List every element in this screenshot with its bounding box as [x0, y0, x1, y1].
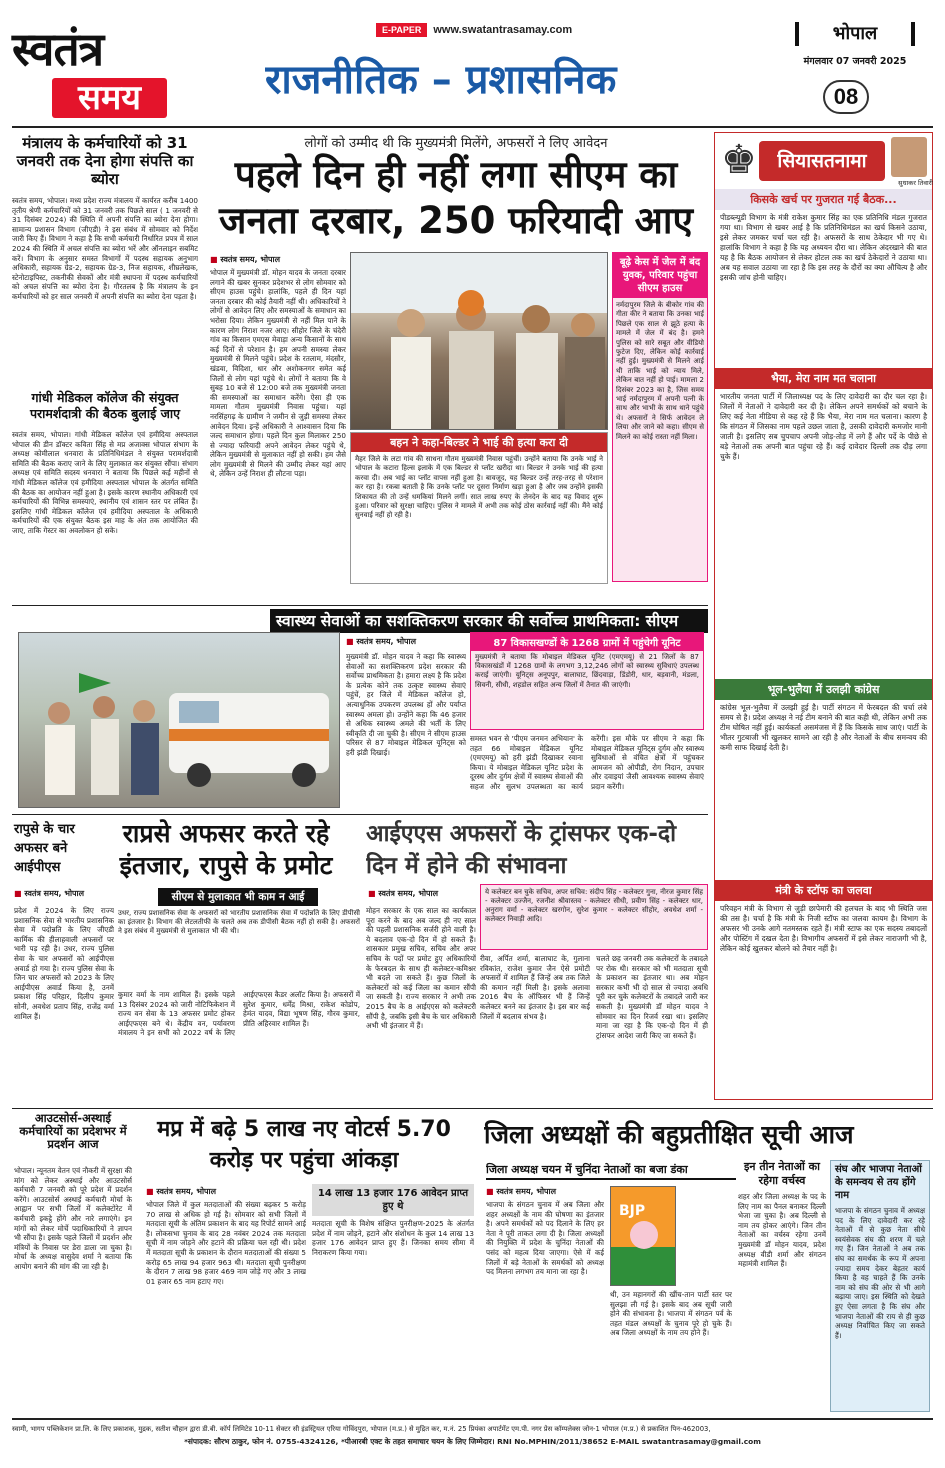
chess-king-icon: ♚ — [721, 137, 757, 183]
lead-side-headline: बूढ़े केस में जेल में बंद युवक, परिवार पहुंचा सीएम हाउस — [613, 253, 707, 298]
rapuse-box-body: उधर, राज्य प्रशासनिक सेवा के अफसरों को भारतीय प्रशासनिक सेवा में पदोन्नति के लिए डीपीसी का इंतजार है। विभाग की लेटलतीफी के चलते अब तक डीपीसी बैठक नहीं हो सकी है। अफसरों ने इस संबंध में मुख्यमंत्री से मुलाकात भी की थी। — [118, 909, 360, 936]
ias-list-box — [480, 884, 708, 950]
district-byline: ■ स्वतंत्र समय, भोपाल — [486, 1187, 557, 1196]
voters-box — [312, 1184, 474, 1348]
lead-body: भोपाल में मुख्यमंत्री डॉ. मोहन यादव के जनता दरबार लगाने की खबर सुनकर प्रदेशभर से लोग सोमवार को सीएम हाउस पहुंचे। हालांकि, पहले ही दिन यहां जनता दरबार की कोई तैयारी नहीं थी। अधिकारियों ने लोगों से आवेदन लिए और समस्याओं के समाधान का भरोसा दिया। लेकिन मुख्यमंत्री से नहीं मिल पाने के कारण लोग निराश नजर आए। सीहोर जिले के चंदेरी गांव का किसान एमएस मेवाड़ा अन्य किसानों के साथ कई दिनों से परेशान है। हम अपनी समस्या लेकर मुख्यमंत्री से मिलने पहुंचे। प्रदेश के रतलाम, मंदसौर, खंडवा, विदिशा, धार और अशोकनगर समेत कई जिलों से लोग यहां पहुंचे थे। लोगों ने बताया कि वे सुबह 10 बजे से 12:00 बजे तक मुख्यमंत्री जनता की समस्याओं का समाधान करेंगे। ऐसा ही एक मामला गौतम मुख्यमंत्री निवास पहुंचा। यहां नरसिंहगढ़ के ग्रामीण ने जमीन से जुड़ी समस्या लेकर आवेदन दिया। इन्हें अधिकारी ने आश्वासन दिया कि जल्द समाधान होगा। पहले दिन कुल मिलाकर 250 से ज्यादा फरियादी अपने आवेदन लेकर पहुंचे थे, लेकिन मुख्यमंत्री से मुलाकात नहीं हो सकी। हम जैसे लोग मुख्यमंत्री से मिलने की उम्मीद लेकर यहां आए थे, लेकिन उन्हें निराश ही लौटना पड़ा। — [210, 268, 346, 479]
health-body: मुख्यमंत्री डॉ. मोहन यादव ने कहा कि स्वास्थ्य सेवाओं का सशक्तिकरण प्रदेश सरकार की सर्वोच्च प्राथमिकता है। हमारा लक्ष्य है कि प्रदेश के प्रत्येक कोने तक उत्कृष्ट स्वास्थ्य सेवाएं पहुंचें, हर जिले में मेडिकल कॉलेज हो, अत्याधुनिक उपकरण उपलब्ध हों और पर्याप्त स्वास्थ्य अमला हो। उन्होंने कहा कि 46 हजार से अधिक स्वास्थ्य अमले की भर्ती के लिए स्वीकृति दी जा चुकी है। सीएम ने सीएम हाउस परिसर से 87 मोबाइल मेडिकल यूनिट्स को हरी झंडी दिखाई। — [346, 652, 466, 757]
lead-kicker: लोगों को उम्मीद थी कि मुख्यमंत्री मिलेंगे, अफसरों ने लिए आवेदन — [304, 136, 608, 151]
district-body: भाजपा के संगठन चुनाव में अब जिला और शहर अध्यक्षों के नाम की घोषणा का इंतजार है। अपने समर्थकों को पद दिलाने के लिए हर नेता ने पूरी ताकत लगा दी है। जिला अध्यक्षों की नियुक्ति में प्रदेश के चुनिंदा नेताओं की पसंद को महत्व दिया जाएगा। ऐसे में कई जिलों में बड़े नेताओं के समर्थकों को अध्यक्ष पद मिलना लगभग तय माना जा रहा है। — [486, 1200, 604, 1277]
health-rule — [12, 605, 708, 606]
ias-list: ये कलेक्टर बन चुके सचिव, अपर सचिव: संदीप सिंह - कलेक्टर गुना, नीरज कुमार सिंह - कलेक्टर उज्जैन, रजनीश श्रीवास्तव - कलेक्टर सीधी, प्रवीण सिंह - कलेक्टर धार, अनुराग वर्मा - कलेक्टर खरगोन, सुरेश कुमार - कलेक्टर सीहोर, अवधेश शर्मा - कलेक्टर निवाड़ी आदि। — [485, 888, 703, 923]
epaper-label: E-PAPER — [376, 23, 427, 37]
lead-box — [350, 432, 608, 584]
rapuse-box — [118, 888, 360, 988]
district-subhead: जिला अध्यक्ष चयन में चुनिंदा नेताओं का बजा डंका — [486, 1160, 736, 1180]
voters-headline: मप्र में बढ़े 5 लाख नए वोटर्स 5.70 करोड़ पर पहुंचा आंकड़ा — [157, 1117, 451, 1173]
left-story-2 — [12, 390, 198, 615]
lead-byline-text: स्वतंत्र समय, भोपाल — [220, 255, 281, 264]
sidebar-item-2 — [715, 368, 932, 679]
health-headline — [270, 609, 708, 633]
rapuse-body-1: प्रदेश में 2024 के लिए राज्य प्रशासनिक सेवा से भारतीय प्रशासनिक सेवा में पदोन्नति के लिए जीएडी कार्मिक की हीलाहवाली अफसरों पर भारी पड़ रही है। उधर, राज्य पुलिस सेवा के चार अफसरों को आईपीएस अवार्ड हो गया है। राज्य पुलिस सेवा के जिन चार अफसरों को 2023 के लिए आईपीएस अवार्ड किया है, उनमें प्रकाश सिंह परिहार, दिलीप कुमार सोनी, अवधेश प्रताप सिंह, राजेंद्र वर्मा शामिल हैं। — [14, 906, 114, 1021]
health-byline-text: स्वतंत्र समय, भोपाल — [356, 637, 417, 646]
rapuse-side-headline: रापुसे के चार अफसर बने आईपीएस — [14, 822, 75, 875]
left-story-1-headline: मंत्रालय के कर्मचारियों को 31 जनवरी तक देना होगा संपत्ति का ब्योरा — [16, 134, 194, 188]
sidebar-header — [715, 133, 932, 189]
district-side-2-body: भाजपा के संगठन चुनाव में अध्यक्ष पद के लिए दावेदारी कर रहे नेताओं में से कुछ नेता सीधे स्वयंसेवक संघ की शरण में चले गए हैं। जिन नेताओं ने अब तक संघ का समर्थक के रूप में अपना ज्यादा समय देकर बेहतर कार्य किया है वह चाहते हैं कि उनके नाम को संघ की ओर से भी आगे बढ़ाया जाए। इस स्थिति को देखते हुए ऐसा लगता है कि संघ और भाजपा नेताओं की राय से ही कुछ अध्यक्ष निर्वाचित किए जा सकते हैं। — [835, 1206, 925, 1340]
sidebar-item-1-headline: किसके खर्च पर गुजरात गई बैठक... — [715, 189, 932, 210]
rapuse-rule — [12, 814, 708, 815]
district-photo — [610, 1186, 676, 1286]
epaper-bar — [376, 22, 572, 38]
lead-photo — [350, 252, 608, 430]
left-story-1 — [12, 134, 198, 384]
city: भोपाल — [795, 22, 915, 46]
logo — [12, 22, 167, 122]
sidebar — [714, 132, 933, 1100]
rapuse-body-2: कुमार वर्मा के नाम शामिल हैं। इसके पहले 13 दिसंबर 2024 को जारी नोटिफिकेशन में राज्य वन सेवा के 13 अफसर प्रमोट होकर आईएफएस बने थे। केंद्रीय वन, पर्यावरण मंत्रालय ने इन सभी को 2022 वर्ष के लिए आईएफएस कैडर अलॉट किया है। अफसरों में सुरेश कुमार, धर्मेंद्र मिश्रा, राकेश कोडोप, हेमंत यादव, विद्या भूषण सिंह, गौरव कुमार, प्रीति अहिरवार शामिल हैं। — [118, 990, 360, 1038]
website-link[interactable]: www.swatantrasamay.com — [433, 24, 573, 36]
rapuse-box-headline: सीएम से मुलाकात भी काम न आई — [158, 888, 318, 906]
sidebar-item-4-body: परिवहन मंत्री के विभाग से जुड़ी छापेमारी की हलचल के बाद भी स्थिति जस की तस है। चर्चा है कि मंत्री के निजी स्टॉफ का जलवा कायम है। विभाग के अफसर भी उनके आगे नतमस्तक रहते हैं। मंत्री स्टाफ का एक सदस्य तबादलों और पोस्टिंग में दखल देता है। विभागीय अफसरों में इसे लेकर नाराजगी भी है, लेकिन कोई खुलकर बोलने को तैयार नहीं है। — [720, 904, 927, 953]
ias-body-2: रीवा, अर्पित शर्मा, बालाघाट के, गुलाना रविकांत, राजेश कुमार जैन ऐसे प्रमोटी अफसरों में शामिल हैं जिन्हें अब तक जिले की कमान नहीं मिली है। इसके अलावा 2016 बैच के ऑफिसर भी हैं जिन्हें कलेक्टर बनने का इंतजार है। इस बार कई जिलों में बदलाव संभव है। — [480, 954, 590, 1021]
district-side-2 — [830, 1160, 930, 1412]
health-pink-box — [470, 632, 704, 730]
sidebar-item-1-body: पीडब्ल्यूडी विभाग के मंत्री राकेश कुमार सिंह का एक प्रतिनिधि मंडल गुजरात गया था। विभाग से खबर आई है कि प्रतिनिधिमंडल का खर्च किसने उठाया, इसे लेकर जमकर चर्चा चल रही है। अफसरों के साथ ठेकेदार भी गए थे। हालांकि विभाग ने कहा है कि यह अध्ययन दौरा था। लेकिन अंदरखाने की बात यह है कि बैठक आयोजन से लेकर होटल तक का खर्च ठेकेदारों ने उठाया था। अब यह सवाल उठाया जा रहा है कि इस तरह के दौरों का क्या औचित्य है और इसकी जांच होनी चाहिए। — [720, 213, 927, 282]
lead-box-body: मैहर जिले के लटा गांव की साधना गौतम मुख्यमंत्री निवास पहुंचीं। उन्होंने बताया कि उनके भाई ने भोपाल के कटारा हिल्स इलाके में एक बिल्डर से प्लॉट खरीदा था। बिल्डर ने उनके भाई की हत्या करवा दी। अब भाई का प्लॉट वापस नहीं हुआ है। बावजूद, यह बिल्डर उन्हें तरह-तरह से परेशान कर रहा है। रकबा बताती है कि उनके प्लॉट पर दूसरा निर्माण खड़ा हुआ है और जब उन्होंने इसकी शिकायत की तो उन्हें धमकियां मिलने लगीं। सात लाख रुपए के लेनदेन के बाद यह विवाद शुरू हुआ। परिवार को सुरक्षा चाहिए। पुलिस ने मामले में अभी तक कोई ठोस कार्रवाई नहीं की। मैंने कोई सुनवाई नहीं हो रही है। — [355, 455, 603, 520]
sidebar-item-1 — [715, 189, 932, 368]
voters-box-body: मतदाता सूची के विशेष संक्षिप्त पुनरीक्षण-2025 के अंतर्गत प्रदेश में नाम जोड़ने, हटाने और संशोधन के कुल 14 लाख 13 हजार 176 आवेदन प्राप्त हुए हैं। जिनका समय सीमा में निराकरण किया गया। — [312, 1219, 474, 1257]
rapuse-byline: ■ स्वतंत्र समय, भोपाल — [14, 889, 85, 898]
sidebar-item-4 — [715, 880, 932, 1101]
lead-byline: ■ स्वतंत्र समय, भोपाल — [210, 255, 281, 264]
health-headline-text: स्वास्थ्य सेवाओं का सशक्तिकरण सरकार की सर्वोच्च प्राथमिकता: सीएम — [276, 612, 679, 630]
footer-rule — [12, 1418, 933, 1420]
lead-side-body: नर्मदापुरम जिले के बीकोर गांव की गीता कीर ने बताया कि उनका भाई पिछले एक साल से झूठे हत्या के मामले में जेल में बंद है। हमने पुलिस को सारे सबूत और वीडियो फुटेज दिए, लेकिन कोई कार्रवाई नहीं हुई। मुख्यमंत्री से मिलने आई थी ताकि भाई को न्याय मिले, लेकिन बात नहीं हो पाई। मामला 2 दिसंबर 2023 का है, जिस समय भाई नर्मदापुरम में अपनी पत्नी के साथ और भाभी के साथ थाने पहुंचे थे। अफसरों ने सिर्फ आवेदन ले लिया और जाने को कहा। सीएम से मिलने का कोई रास्ता नहीं मिला। — [616, 301, 704, 441]
rapuse-headline: राप्रसे अफसर करते रहे इंतजार, रापुसे के प्रमोट — [119, 819, 333, 880]
left-story-1-body: स्वतंत्र समय, भोपाल। मध्य प्रदेश राज्य मंत्रालय में कार्यरत करीब 1400 तृतीय श्रेणी कर्मचारियों को 31 जनवरी तक पिछले साल ( 1 जनवरी से 31 दिसंबर 2024) की स्थिति में अपनी संपत्ति का ब्योरा देना होगा। सामान्य प्रशासन विभाग (जीएडी) ने इस संबंध में सोमवार को निर्देश जारी किए हैं। विभाग ने कहा है कि सभी कर्मचारी निर्धारित प्रपत्र में साल 2024 की स्थिति में अचल संपत्ति का ब्योरा भरें और ऑनलाइन सबमिट करें। विभाग के अनुसार समस्त विभागों में पदस्थ सहायक अनुभाग अधिकारी, सहायक ग्रेड-2, सहायक ग्रेड-3, निज सहायक, शीघ्रलेखक, स्टेनोटाइपिस्ट, तकनीकी सेवकों और मंत्री स्थापना में पदस्थ कर्मचारियों को अचल संपत्ति का ब्योरा देना है। गौरतलब है कि मंत्रालय के इन कर्मचारियों को हर साल जनवरी में अपनी संपत्ति का ब्योरा देना पड़ता है। — [12, 196, 198, 301]
svg-text:BJP: BJP — [619, 1203, 646, 1219]
ias-body-3: चलते छह जनवरी तक कलेक्टरों के तबादले पर रोक थी। सरकार को भी मतदाता सूची के प्रकाशन का इंतजार था। अब मोहन सरकार कभी भी दो साल से ज्यादा अवधि पूरी कर चुके कलेक्टरों के तबादले जारी कर सकती है। मुख्यमंत्री डॉ मोहन यादव ने सोमवार का दिन रिजर्व रखा था। इसलिए माना जा रहा है कि एक-दो दिन में ही ट्रांसफर आदेश जारी किए जा सकते हैं। — [596, 954, 708, 1040]
ias-headline: आईएएस अफसरों के ट्रांसफर एक-दो दिन में होने की संभावना — [366, 821, 677, 879]
sidebar-title: सियासतनामा — [759, 141, 885, 181]
sidebar-item-4-headline: मंत्री के स्टॉफ का जलवा — [715, 880, 932, 901]
logo-line2: समय — [77, 78, 142, 118]
city-block — [795, 22, 915, 67]
district-side-1-headline: इन तीन नेताओं का रहेगा वर्चस्व — [744, 1160, 820, 1187]
voters-byline-text: स्वतंत्र समय, भोपाल — [156, 1187, 217, 1196]
district-headline: जिला अध्यक्षों की बहुप्रतीक्षित सूची आज — [484, 1120, 854, 1149]
district-side-1-body: शहर और जिला अध्यक्ष के पद के लिए नाम का पैनल बनाकर दिल्ली भेजा जा चुका है। अब दिल्ली से नाम तय होकर आएंगे। जिन तीन नेताओं का वर्चस्व रहेगा उनमें मुख्यमंत्री डॉ मोहन यादव, प्रदेश अध्यक्ष वीडी शर्मा और संगठन महामंत्री शामिल हैं। — [738, 1192, 826, 1269]
district-byline-text: स्वतंत्र समय, भोपाल — [496, 1187, 557, 1196]
voters-byline: ■ स्वतंत्र समय, भोपाल — [146, 1187, 217, 1196]
lead-box-headline: बहन ने कहा-बिल्डर ने भाई की हत्या करा दी — [351, 433, 607, 452]
voters-side-headline: आउटसोर्स-अस्थाई कर्मचारियों का प्रदेशभर में प्रदर्शन आज — [19, 1111, 127, 1151]
voters-box-headline: 14 लाख 13 हजार 176 आवेदन प्राप्त हुए थे — [312, 1184, 474, 1216]
rapuse-byline-text: स्वतंत्र समय, भोपाल — [24, 889, 85, 898]
health-byline: ■ स्वतंत्र समय, भोपाल — [346, 637, 417, 646]
section-title: राजनीतिक – प्रशासनिक — [265, 57, 617, 103]
voters-rule — [12, 1108, 933, 1109]
voters-body: भोपाल जिले में कुल मतदाताओं की संख्या बढ़कर 5 करोड़ 70 लाख से अधिक हो गई है। सोमवार को सभी जिलों में मतदाता सूची के अंतिम प्रकाशन के बाद यह रिपोर्ट सामने आई है। लोकसभा चुनाव के बाद 28 नवंबर 2024 तक मतदाता सूची में नाम जोड़ने और हटाने की प्रक्रिया चल रही थी। प्रदेश में मतदाता सूची के प्रकाशन के दौरान मतदाताओं की संख्या 5 करोड़ 65 लाख 94 हजार 963 थी। मतदाता सूची पुनरीक्षण के दौरान 7 लाख 98 हजार 469 नाम जोड़े गए और 3 लाख 01 हजार 65 नाम हटाए गए। — [146, 1200, 306, 1286]
district-side-2-headline: संघ और भाजपा नेताओं के समन्वय से तय होंगे नाम — [835, 1164, 922, 1201]
health-pink-body: मुख्यमंत्री ने बताया कि मोबाइल मेडिकल यूनिट (एमएमयू) से 21 जिलों के 87 विकासखंडों में 1268 ग्रामों के लगभग 3,12,246 लोगों को स्वास्थ्य सुविधाएं उपलब्ध कराई जाएंगी। यूनिट्स अनूपपुर, बालाघाट, छिंदवाड़ा, डिंडोरी, धार, बड़वानी, मंडला, सिवनी, सीधी, शहडोल सहित अन्य जिलों में तैनात की जाएंगी। — [475, 653, 699, 689]
left-story-2-body: स्वतंत्र समय, भोपाल। गांधी मेडिकल कॉलेज एवं हमीदिया अस्पताल भोपाल की डीन डॉक्टर कविता सिंह से मप्र अजाक्स भोपाल संभाग के अध्यक्ष कोमीलाल धनवारा के प्रतिनिधिमंडल ने संयुक्त परामर्शदात्री समिति की बैठक कराए जाने के लिए मुलाकात कर संयुक्त सौंपा। संभाग अध्यक्ष एवं समिति सदस्य धनवारा ने बताया कि पिछले कई महीनों से गांधी मेडिकल कॉलेज एवं हमीदिया अस्पताल भोपाल के अंतर्गत समिति की बैठक का आयोजन नहीं हुआ है। इसके कारण स्थानीय अधिकारी एवं कर्मचारियों की विभिन्न समस्याएं, स्थानीय एवं शासन स्तर पर लंबित हैं। इसलिए गांधी मेडिकल कॉलेज एवं हमीदिया अस्पताल के अधिकारी कर्मचारियों की एक संयुक्त बैठक इस माह के अंत तक आयोजित की जाए, ताकि गेस्टर का अवलोकन हो सके। — [12, 430, 198, 535]
district-body-2: थी, उन महानगरों की खींच-तान पार्टी स्तर पर सुलझा ली गई है। इसके बाद अब सूची जारी होने की संभावना है। भाजपा में संगठन पर्व के तहत मंडल अध्यक्षों के चुनाव पूरे हो चुके हैं। अब जिला अध्यक्षों के नाम तय होने हैं। — [610, 1290, 732, 1338]
logo-line1: स्वतंत्र — [12, 22, 104, 76]
page-number: 08 — [823, 80, 869, 114]
sidebar-item-2-headline: भैया, मेरा नाम मत चलाना — [715, 368, 932, 389]
issue-date: मंगलवार 07 जनवरी 2025 — [803, 56, 907, 67]
lead-headline: पहले दिन ही नहीं लगा सीएम का जनता दरबार, 250 फरियादी आए — [219, 153, 693, 242]
sidebar-item-3 — [715, 679, 932, 880]
sidebar-item-3-body: कांग्रेस भूल-भुलैया में उलझी हुई है। पार्टी संगठन में फेरबदल की चर्चा लंबे समय से है। प्रदेश अध्यक्ष ने नई टीम बनाने की बात कही थी, लेकिन अभी तक टीम घोषित नहीं हुई। कार्यकर्ता असमंजस में हैं कि किसके साथ जाएं। पार्टी के भीतर गुटबाजी भी खुलकर सामने आ रही है और नेताओं के बीच समन्वय की कमी साफ दिखाई देती है। — [720, 703, 927, 752]
columnist-avatar — [891, 137, 927, 177]
sidebar-item-2-body: भारतीय जनता पार्टी में जिलाध्यक्ष पद के लिए दावेदारी का दौर चल रहा है। जिलों में नेताओं ने दावेदारी कर दी है। लेकिन अपने समर्थकों को बचाने के लिए कई नेता मीडिया से कह रहे हैं कि भैया, मेरा नाम मत चलाना। कारण है कि संगठन में जिसका नाम पहले उछल जाता है, उसकी दावेदारी कमजोर मानी जाती है। इसलिए सब चुपचाप अपनी जोड़-तोड़ में लगे हैं और पर्दे के पीछे से बड़े नेताओं तक अपनी बात पहुंचा रहे हैं। कई दावेदार दिल्ली तक दौड़ लगा चुके हैं। — [720, 392, 927, 461]
bjp-flag-icon — [611, 1187, 676, 1286]
district-side-1 — [738, 1160, 826, 1412]
ias-body-1: मोहन सरकार के एक साल का कार्यकाल पूरा करने के बाद अब जल्द ही नए साल की पहली प्रशासनिक सर्जरी होने वाली है। ये बदलाव एक-दो दिन में हो सकते हैं। शासकार प्रमुख सचिव, सचिव और अपर सचिव के पदों पर प्रमोट हुए अधिकारियों के फेरबदल के साथ ही कलेक्टर-कमिश्नर भी बदले जा सकते हैं। कुछ जिलों के कलेक्टरों को कई जिला का कमान सौंपी जा सकती है। राज्य सरकार ने अभी तक 2015 बैच के 8 आईएएस को कलेक्टरी सौंपी है, जबकि इसी बैच के चार अधिकारी अभी भी इंतजार में हैं। — [366, 906, 476, 1031]
footer-contact: *संपादक: सौरभ ठाकुर, फोन नं. 0755-4324126, *पीआरबी एक्ट के तहत समाचार चयन के लिए जिम्मेदार। RNI No.MPHIN/2011/38652 E-MAIL swatantrasamay@gmail.com — [184, 1437, 761, 1446]
ias-byline: ■ स्वतंत्र समय, भोपाल — [368, 889, 439, 898]
footer-imprint: स्वामी, भागप पब्लिकेशन प्रा.लि. के लिए प्रकाशक, मुद्रक, सतीश चौहान द्वारा डी.बी. कॉर्प लिमिटेड 10-11 सेक्टर सी इंडस्ट्रियल एरिया गोविंदपुरा, भोपाल (म.प्र.) से मुद्रित कर, म.नं. 25 प्रियंका अपार्टमेंट एम.पी. नगर प्रेस कॉम्पलेक्स जोन-1 भोपाल (म.प्र.) से प्रकाशित पिन-462003, — [12, 1425, 711, 1433]
masthead-rule — [12, 126, 933, 128]
left-story-2-headline: गांधी मेडिकल कॉलेज की संयुक्त परामर्शदात्री की बैठक बुलाई जाए — [29, 390, 181, 421]
logo-band — [52, 78, 167, 118]
health-body-2: समस्त भवन से 'पीएम जनमन अभियान' के तहत 66 मोबाइल मेडिकल यूनिट (एमएमयू) को हरी झंडी दिखाकर रवाना किया। ये मोबाइल मेडिकल यूनिट प्रदेश के दूरस्थ और दुर्गम क्षेत्रों में स्वास्थ्य सेवाओं की सहज और सुलभ उपलब्धता का कार्य करेंगी। इस मौके पर सीएम ने कहा कि मोबाइल मेडिकल यूनिट्स दुर्गम और स्वास्थ्य सुविधाओं से वंचित क्षेत्रों में पहुंचकर आमजन को ओपीडी, रोग निदान, उपचार और दवाइयां जैसी आवश्यक स्वास्थ्य सेवाएं प्रदान करेंगी। — [470, 734, 704, 791]
health-photo — [18, 632, 340, 808]
health-photo-scene — [19, 633, 340, 808]
sidebar-item-3-headline: भूल-भुलैया में उलझी कांग्रेस — [715, 679, 932, 700]
lead-side-box — [612, 252, 708, 582]
ias-byline-text: स्वतंत्र समय, भोपाल — [378, 889, 439, 898]
voters-side-body: भोपाल। न्यूनतम वेतन एवं नौकरी में सुरक्षा की मांग को लेकर अस्थाई और आउटसोर्स कर्मचारी 7 जनवरी को पूरे प्रदेश में प्रदर्शन करेंगे। आउटसोर्स अस्थाई कर्मचारी मोर्चा के आह्वान पर सभी जिलों में कलेक्टोरेट में कर्मचारी इकट्ठे होंगे और नारे लगाएंगे। इन मांगों को लेकर मोर्चे पदाधिकारियों ने ज्ञापन भी सौंपा है। इसके पहले जिलों में प्रदर्शन और मंत्रियों के निवास पर डेरा डाला जा चुका है। मोर्चा के अध्यक्ष वासुदेव शर्मा ने बताया कि आयोग बनाने की मांग की जा रही है। — [14, 1166, 132, 1271]
health-pink-headline: 87 विकासखण्डों के 1268 ग्रामों में पहुंचेगी यूनिट — [471, 633, 703, 651]
columnist-name: सुधाकर तिवारी — [898, 179, 933, 187]
lead-photo-figures — [351, 253, 608, 430]
